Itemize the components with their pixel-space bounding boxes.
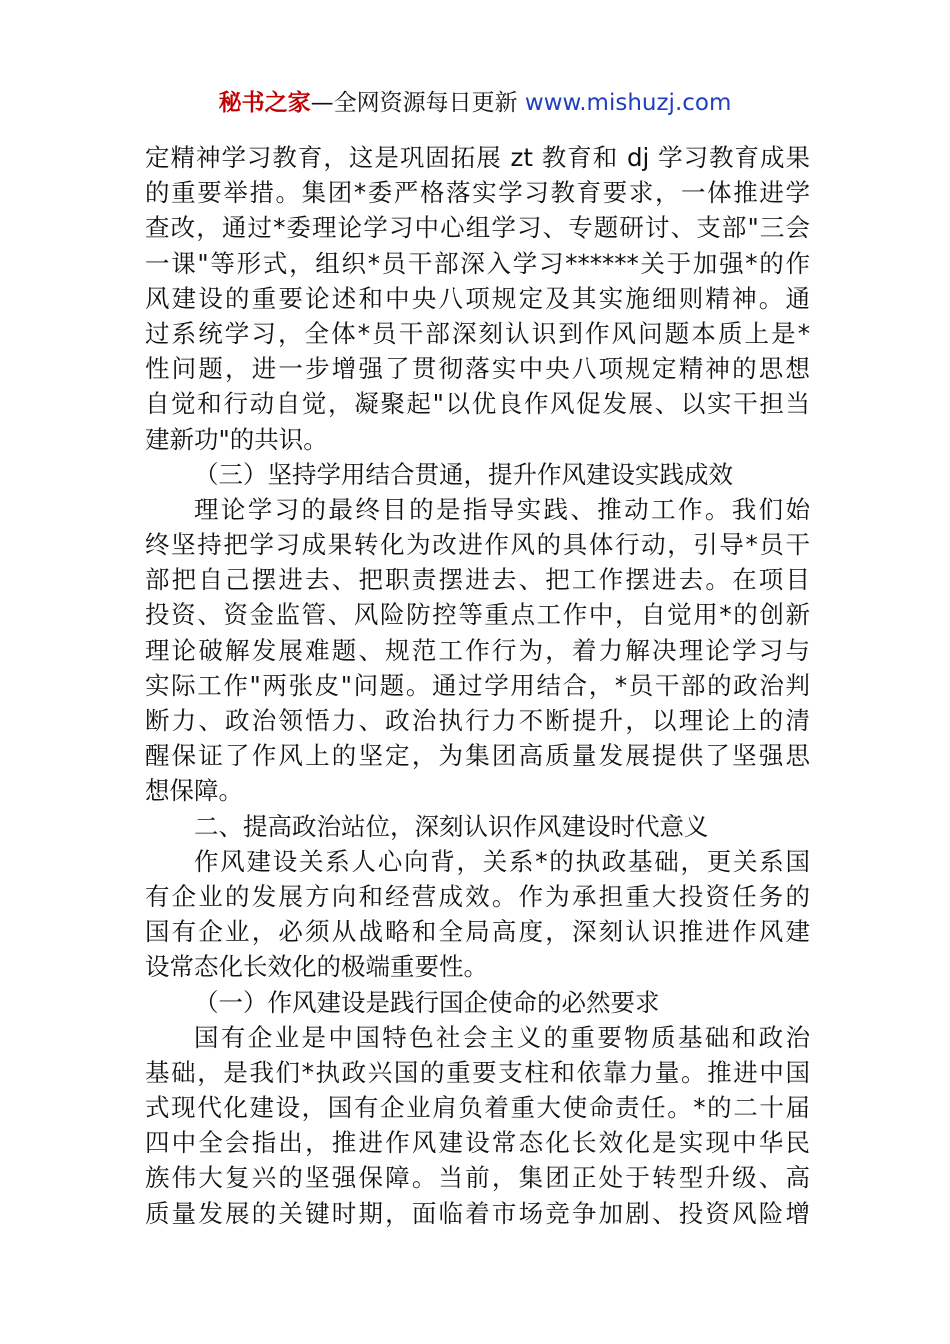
section-heading: 二、提高政治站位，深刻认识作风建设时代意义 xyxy=(194,811,709,841)
text-line: 国有企业是中国特色社会主义的重要物质基础和政治 xyxy=(194,1022,810,1052)
text-line: 自觉和行动自觉，凝聚起"以优良作风促发展、以实干担当 xyxy=(145,389,810,419)
text-line: 国有企业，必须从战略和全局高度，深刻认识推进作风建 xyxy=(145,917,810,947)
text-line: 风建设的重要论述和中央八项规定及其实施细则精神。通 xyxy=(145,283,810,313)
text-line: 部把自己摆进去、把职责摆进去、把工作摆进去。在项目 xyxy=(145,565,810,595)
text-line: 投资、资金监管、风险防控等重点工作中，自觉用*的创新 xyxy=(145,600,810,630)
text-line: 作风建设关系人心向背，关系*的执政基础，更关系国 xyxy=(194,846,810,876)
text-line: 醒保证了作风上的坚定，为集团高质量发展提供了坚强思 xyxy=(145,741,810,771)
document-body xyxy=(145,140,810,1231)
text-line: 四中全会指出，推进作风建设常态化长效化是实现中华民 xyxy=(145,1128,810,1158)
header-url-link[interactable]: www.mishuzj.com xyxy=(524,90,732,116)
text-line: 定精神学习教育，这是巩固拓展 zt 教育和 dj 学习教育成果 xyxy=(145,143,810,172)
text-line: 想保障。 xyxy=(145,776,243,806)
text-line: 终坚持把学习成果转化为改进作风的具体行动，引导*员干 xyxy=(145,530,810,560)
section-heading: （三）坚持学用结合贯通，提升作风建设实践成效 xyxy=(194,459,733,489)
text-line: 性问题，进一步增强了贯彻落实中央八项规定精神的思想 xyxy=(145,354,810,384)
text-line: 建新功"的共识。 xyxy=(145,424,328,454)
text-line: 设常态化长效化的极端重要性。 xyxy=(145,952,488,982)
text-line: 有企业的发展方向和经营成效。作为承担重大投资任务的 xyxy=(145,881,810,911)
text-line: 过系统学习，全体*员干部深刻认识到作风问题本质上是* xyxy=(145,318,810,348)
text-line: 式现代化建设，国有企业肩负着重大使命责任。*的二十届 xyxy=(145,1093,810,1123)
text-line: 实际工作"两张皮"问题。通过学用结合，*员干部的政治判 xyxy=(145,670,810,700)
text-line: 理论学习的最终目的是指导实践、推动工作。我们始 xyxy=(194,494,810,524)
text-line: 族伟大复兴的坚强保障。当前，集团正处于转型升级、高 xyxy=(145,1163,810,1193)
page-header xyxy=(0,86,950,120)
section-heading: （一）作风建设是践行国企使命的必然要求 xyxy=(194,987,660,1017)
header-tagline: —全网资源每日更新 xyxy=(310,90,525,116)
text-line: 基础，是我们*执政兴国的重要支柱和依靠力量。推进中国 xyxy=(145,1057,810,1087)
text-line: 一课"等形式，组织*员干部深入学习******关于加强*的作 xyxy=(145,248,810,278)
header-brand: 秘书之家 xyxy=(218,90,311,116)
text-line: 质量发展的关键时期，面临着市场竞争加剧、投资风险增 xyxy=(145,1198,810,1228)
text-line: 的重要举措。集团*委严格落实学习教育要求，一体推进学 xyxy=(145,178,810,208)
text-line: 断力、政治领悟力、政治执行力不断提升，以理论上的清 xyxy=(145,706,810,735)
text-line: 查改，通过*委理论学习中心组学习、专题研讨、支部"三会 xyxy=(145,213,810,243)
text-line: 理论破解发展难题、规范工作行为，着力解决理论学习与 xyxy=(145,635,810,665)
